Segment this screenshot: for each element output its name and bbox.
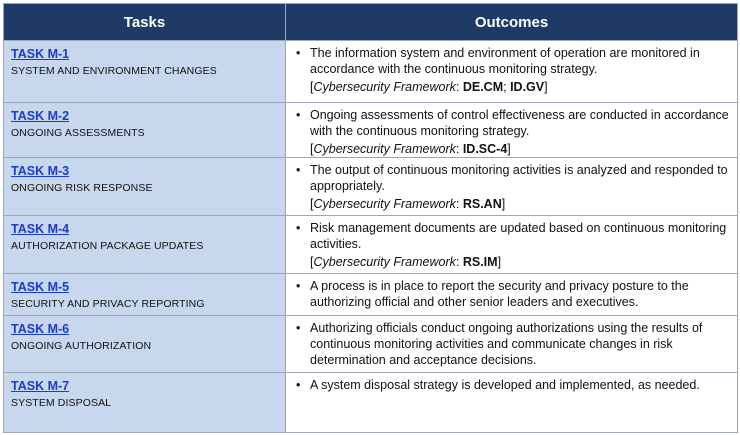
task-cell	[4, 41, 286, 103]
framework-label: Cybersecurity Framework	[313, 255, 456, 269]
framework-code: RS.AN	[462, 197, 502, 211]
task-name: AUTHORIZATION PACKAGE UPDATES	[11, 240, 204, 252]
framework-code-separator: ;	[503, 80, 511, 94]
framework-bracket: [	[310, 80, 314, 94]
outcome-cell	[286, 373, 738, 433]
outcome-cell	[286, 216, 738, 274]
task-name: SYSTEM DISPOSAL	[11, 397, 112, 409]
task-cell	[4, 158, 286, 216]
table-row	[4, 216, 738, 274]
outcome-text: The output of continuous monitoring activities is analyzed and responded to appropriately.	[310, 163, 728, 193]
outcome-bullet-item	[296, 162, 729, 212]
outcome-text-block	[310, 45, 729, 95]
task-cell	[4, 274, 286, 316]
framework-bracket: ]	[497, 255, 502, 269]
bullet-icon: •	[296, 46, 301, 60]
framework-label: Cybersecurity Framework	[313, 142, 456, 156]
bullet-icon: •	[296, 108, 301, 122]
task-name: ONGOING RISK RESPONSE	[11, 182, 153, 194]
task-cell	[4, 103, 286, 158]
tasks-column-header: Tasks	[4, 4, 286, 41]
outcome-text-block	[310, 107, 729, 157]
task-cell	[4, 216, 286, 274]
table-row	[4, 103, 738, 158]
framework-separator: :	[455, 255, 463, 269]
task-link[interactable]: TASK M-4	[11, 222, 70, 236]
task-link[interactable]: TASK M-3	[11, 164, 70, 178]
framework-reference	[310, 141, 729, 157]
outcome-bullet-item	[296, 45, 729, 95]
outcome-bullet-item	[296, 220, 729, 270]
outcome-text-block	[310, 320, 729, 368]
task-link[interactable]: TASK M-7	[11, 379, 70, 393]
outcome-bullet-item	[296, 320, 729, 368]
outcome-bullet-item	[296, 107, 729, 157]
table-row	[4, 41, 738, 103]
framework-bracket: ]	[507, 142, 511, 156]
task-cell	[4, 373, 286, 433]
outcome-text-block	[310, 278, 729, 310]
outcome-cell	[286, 158, 738, 216]
bullet-icon: •	[296, 221, 301, 235]
task-link[interactable]: TASK M-1	[11, 47, 70, 61]
framework-label: Cybersecurity Framework	[313, 80, 456, 94]
framework-code: RS.IM	[462, 255, 498, 269]
outcome-text: A system disposal strategy is developed and implemented, as needed.	[310, 378, 700, 392]
bullet-icon: •	[296, 321, 301, 335]
outcome-text-block	[310, 162, 729, 212]
outcome-text: Risk management documents are updated based on continuous monitoring activities.	[310, 221, 727, 251]
table-row	[4, 373, 738, 433]
task-name: ONGOING AUTHORIZATION	[11, 340, 152, 352]
framework-code: DE.CM	[462, 80, 504, 94]
framework-bracket: [	[310, 197, 314, 211]
outcome-cell	[286, 41, 738, 103]
outcome-text: Authorizing officials conduct ongoing authorizations using the results of continuous monitoring activities and communicate changes in risk determination and acceptance decisions.	[310, 321, 703, 367]
table-row	[4, 316, 738, 373]
task-name: SECURITY AND PRIVACY REPORTING	[11, 298, 205, 310]
table-row	[4, 158, 738, 216]
outcome-bullet-item	[296, 278, 729, 310]
task-name: ONGOING ASSESSMENTS	[11, 127, 145, 139]
outcome-text: Ongoing assessments of control effectiveness are conducted in accordance with the continuous monitoring strategy.	[310, 108, 729, 138]
outcome-cell	[286, 103, 738, 158]
framework-code: ID.SC-4	[462, 142, 508, 156]
tasks-outcomes-table	[3, 3, 738, 433]
framework-separator: :	[455, 197, 463, 211]
task-link[interactable]: TASK M-2	[11, 109, 70, 123]
framework-reference	[310, 79, 729, 95]
framework-bracket: [	[310, 255, 314, 269]
bullet-icon: •	[296, 163, 301, 177]
framework-bracket: ]	[501, 197, 506, 211]
header-row	[4, 4, 738, 41]
outcome-text: A process is in place to report the security and privacy posture to the authorizing official and other senior leaders and executives.	[310, 279, 689, 309]
outcomes-column-header: Outcomes	[286, 4, 738, 41]
bullet-icon: •	[296, 279, 301, 293]
table-row	[4, 274, 738, 316]
outcome-cell	[286, 316, 738, 373]
task-link[interactable]: TASK M-6	[11, 322, 70, 336]
framework-label: Cybersecurity Framework	[313, 197, 456, 211]
framework-bracket: ]	[544, 80, 548, 94]
framework-code: ID.GV	[510, 80, 545, 94]
outcome-text-block	[310, 377, 700, 393]
tasks-outcomes-table-frame	[3, 3, 737, 432]
framework-reference	[310, 196, 729, 212]
outcome-bullet-item	[296, 377, 729, 393]
framework-bracket: [	[310, 142, 314, 156]
task-name: SYSTEM AND ENVIRONMENT CHANGES	[11, 65, 217, 77]
outcome-text: The information system and environment of operation are monitored in accordance with the continuous monitoring strategy.	[310, 46, 700, 76]
outcome-text-block	[310, 220, 729, 270]
bullet-icon: •	[296, 378, 301, 392]
task-link[interactable]: TASK M-5	[11, 280, 70, 294]
task-cell	[4, 316, 286, 373]
outcome-cell	[286, 274, 738, 316]
framework-reference	[310, 254, 729, 270]
framework-separator: :	[455, 142, 463, 156]
framework-separator: :	[455, 80, 463, 94]
